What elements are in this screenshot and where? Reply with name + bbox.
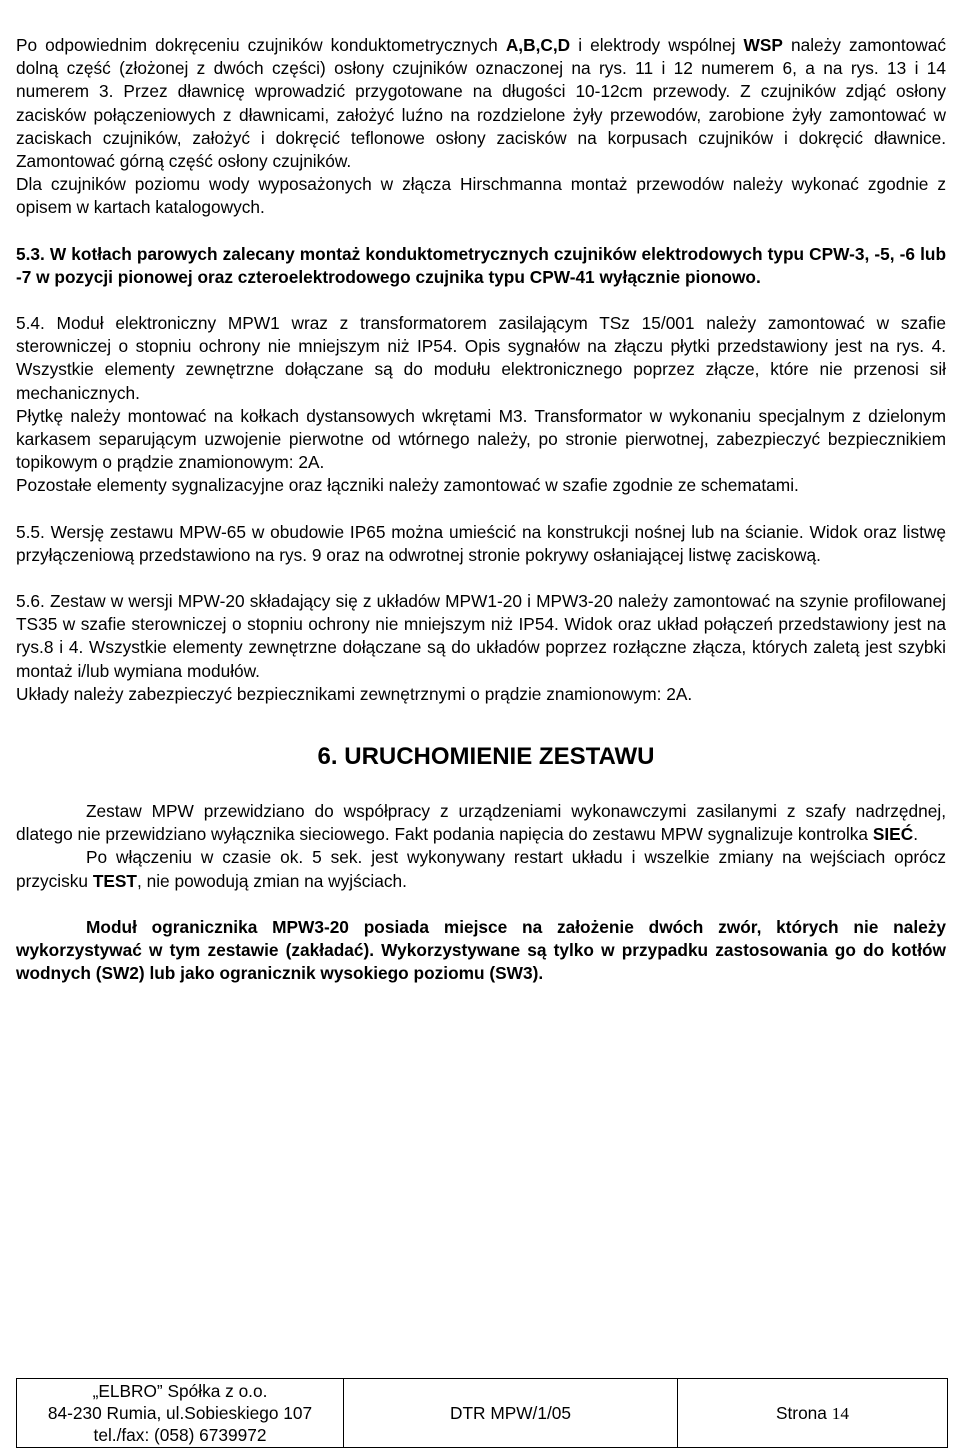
page-footer bbox=[16, 1378, 948, 1448]
paragraph-pcb-mounting: Płytkę należy montować na kołkach dystansowych wkrętami M3. Transformator w wykonaniu specjalnym z dzielonym karkasem separującym uzwojenie pierwotne od wtórnego należy, po stronie pierwotnej, zabezpieczyć bezpiecznikiem topikowym o prądzie znamionowym: 2A. bbox=[16, 405, 946, 473]
section-title: 6. URUCHOMIENIE ZESTAWU bbox=[317, 743, 655, 771]
paragraph-startup-restart: Po włączeniu w czasie ok. 5 sek. jest wykonywany restart układu i wszelkie zmiany na wejściach oprócz przycisku TEST, nie powodują zmian na wyjściach. bbox=[16, 847, 946, 891]
paragraph-startup-power: Zestaw MPW przewidziano do współpracy z urządzeniami wykonawczymi zasilanymi z szafy nadrzędnej, dlatego nie przewidziano wyłącznika sieciowego. Fakt podania napięcia do zestawu MPW sygnalizuje kontrolka SIEĆ. bbox=[16, 801, 946, 845]
paragraph-5-3: 5.3. W kotłach parowych zalecany montaż konduktometrycznych czujników elektrodowych typu CPW-3, -5, -6 lub -7 w pozycji pionowej oraz czteroelektrodowego czujnika typu CPW-41 wyłącznie pionowo. bbox=[16, 243, 946, 287]
footer-doc-code: DTR MPW/1/05 bbox=[344, 1379, 678, 1448]
footer-page-number: Strona 14 bbox=[678, 1379, 948, 1448]
paragraph-hirschmann: Dla czujników poziomu wody wyposażonych w złącza Hirschmanna montaż przewodów należy wykonać zgodnie z opisem w kartach katalogowych. bbox=[16, 174, 946, 218]
paragraph-5-6: 5.6. Zestaw w wersji MPW-20 składający się z układów MPW1-20 i MPW3-20 należy zamontować na szynie profilowanej TS35 w szafie sterowniczej o stopniu ochrony nie mniejszym niż IP54. Widok oraz układ połączeń przedstawiony jest na rys.8 i 4. Wszystkie elementy zewnętrzne dołączane są do układów poprzez rozłączne złącza, których zaletą jest szybki montaż i/lub wymiana modułów. bbox=[16, 591, 946, 681]
company-address: 84-230 Rumia, ul.Sobieskiego 107 bbox=[47, 1403, 313, 1423]
company-phone: tel./fax: (058) 6739972 bbox=[93, 1425, 267, 1445]
paragraph-5-4: 5.4. Moduł elektroniczny MPW1 wraz z transformatorem zasilającym TSz 15/001 należy zamontować w szafie sterowniczej o stopniu ochrony nie mniejszym niż IP54. Opis sygnałów na złączu płytki przedstawiony jest na rys. 4. Wszystkie elementy zewnętrzne dołączane są do modułu elektronicznego poprzez złącze, które nie przenosi sił mechanicznych. bbox=[16, 313, 946, 403]
paragraph-mounting-sensors: Po odpowiednim dokręceniu czujników konduktometrycznych A,B,C,D i elektrody wspólnej WSP należy zamontować dolną część (złożonej z dwóch części) osłony czujników oznaczonej na rys. 11 i 12 numerem 6, a na rys. 13 i 14 numerem 3. Przez dławnicę wprowadzić przygotowane na długości 10-12cm przewody. Z czujników zdjąć osłony zacisków połączeniowych z dławnicami, założyć luźno na rozdzielone żyły przewodów, zarobione żyły zamontować w zaciskach czujników, założyć i dokręcić teflonowe osłony zacisków na korpusach czujników i dokręcić dławnice. Zamontować górną część osłony czujników. bbox=[16, 35, 946, 172]
paragraph-other-elements: Pozostałe elementy sygnalizacyjne oraz łączniki należy zamontować w szafie zgodnie ze schematami. bbox=[16, 475, 799, 496]
page-number: 14 bbox=[831, 1403, 849, 1423]
document-body bbox=[16, 34, 946, 986]
paragraph-fuses: Układy należy zabezpieczyć bezpiecznikami zewnętrznymi o prądzie znamionowym: 2A. bbox=[16, 683, 693, 704]
company-name: „ELBRO” Spółka z o.o. bbox=[92, 1381, 268, 1401]
paragraph-jumper-note: Moduł ogranicznika MPW3-20 posiada miejsce na założenie dwóch zwór, których nie należy wykorzystywać w tym zestawie (zakładać). Wykorzystywane są tylko w przypadku zastosowania go do kotłów wodnych (SW2) lub jako ogranicznik wysokiego poziomu (SW3). bbox=[16, 916, 946, 984]
paragraph-5-5: 5.5. Wersję zestawu MPW-65 w obudowie IP65 można umieścić na konstrukcji nośnej lub na ścianie. Widok oraz listwę przyłączeniową przedstawiono na rys. 9 oraz na odwrotnej stronie pokrywy osłaniającej listwę zaciskową. bbox=[16, 521, 946, 565]
footer-company bbox=[17, 1379, 344, 1448]
